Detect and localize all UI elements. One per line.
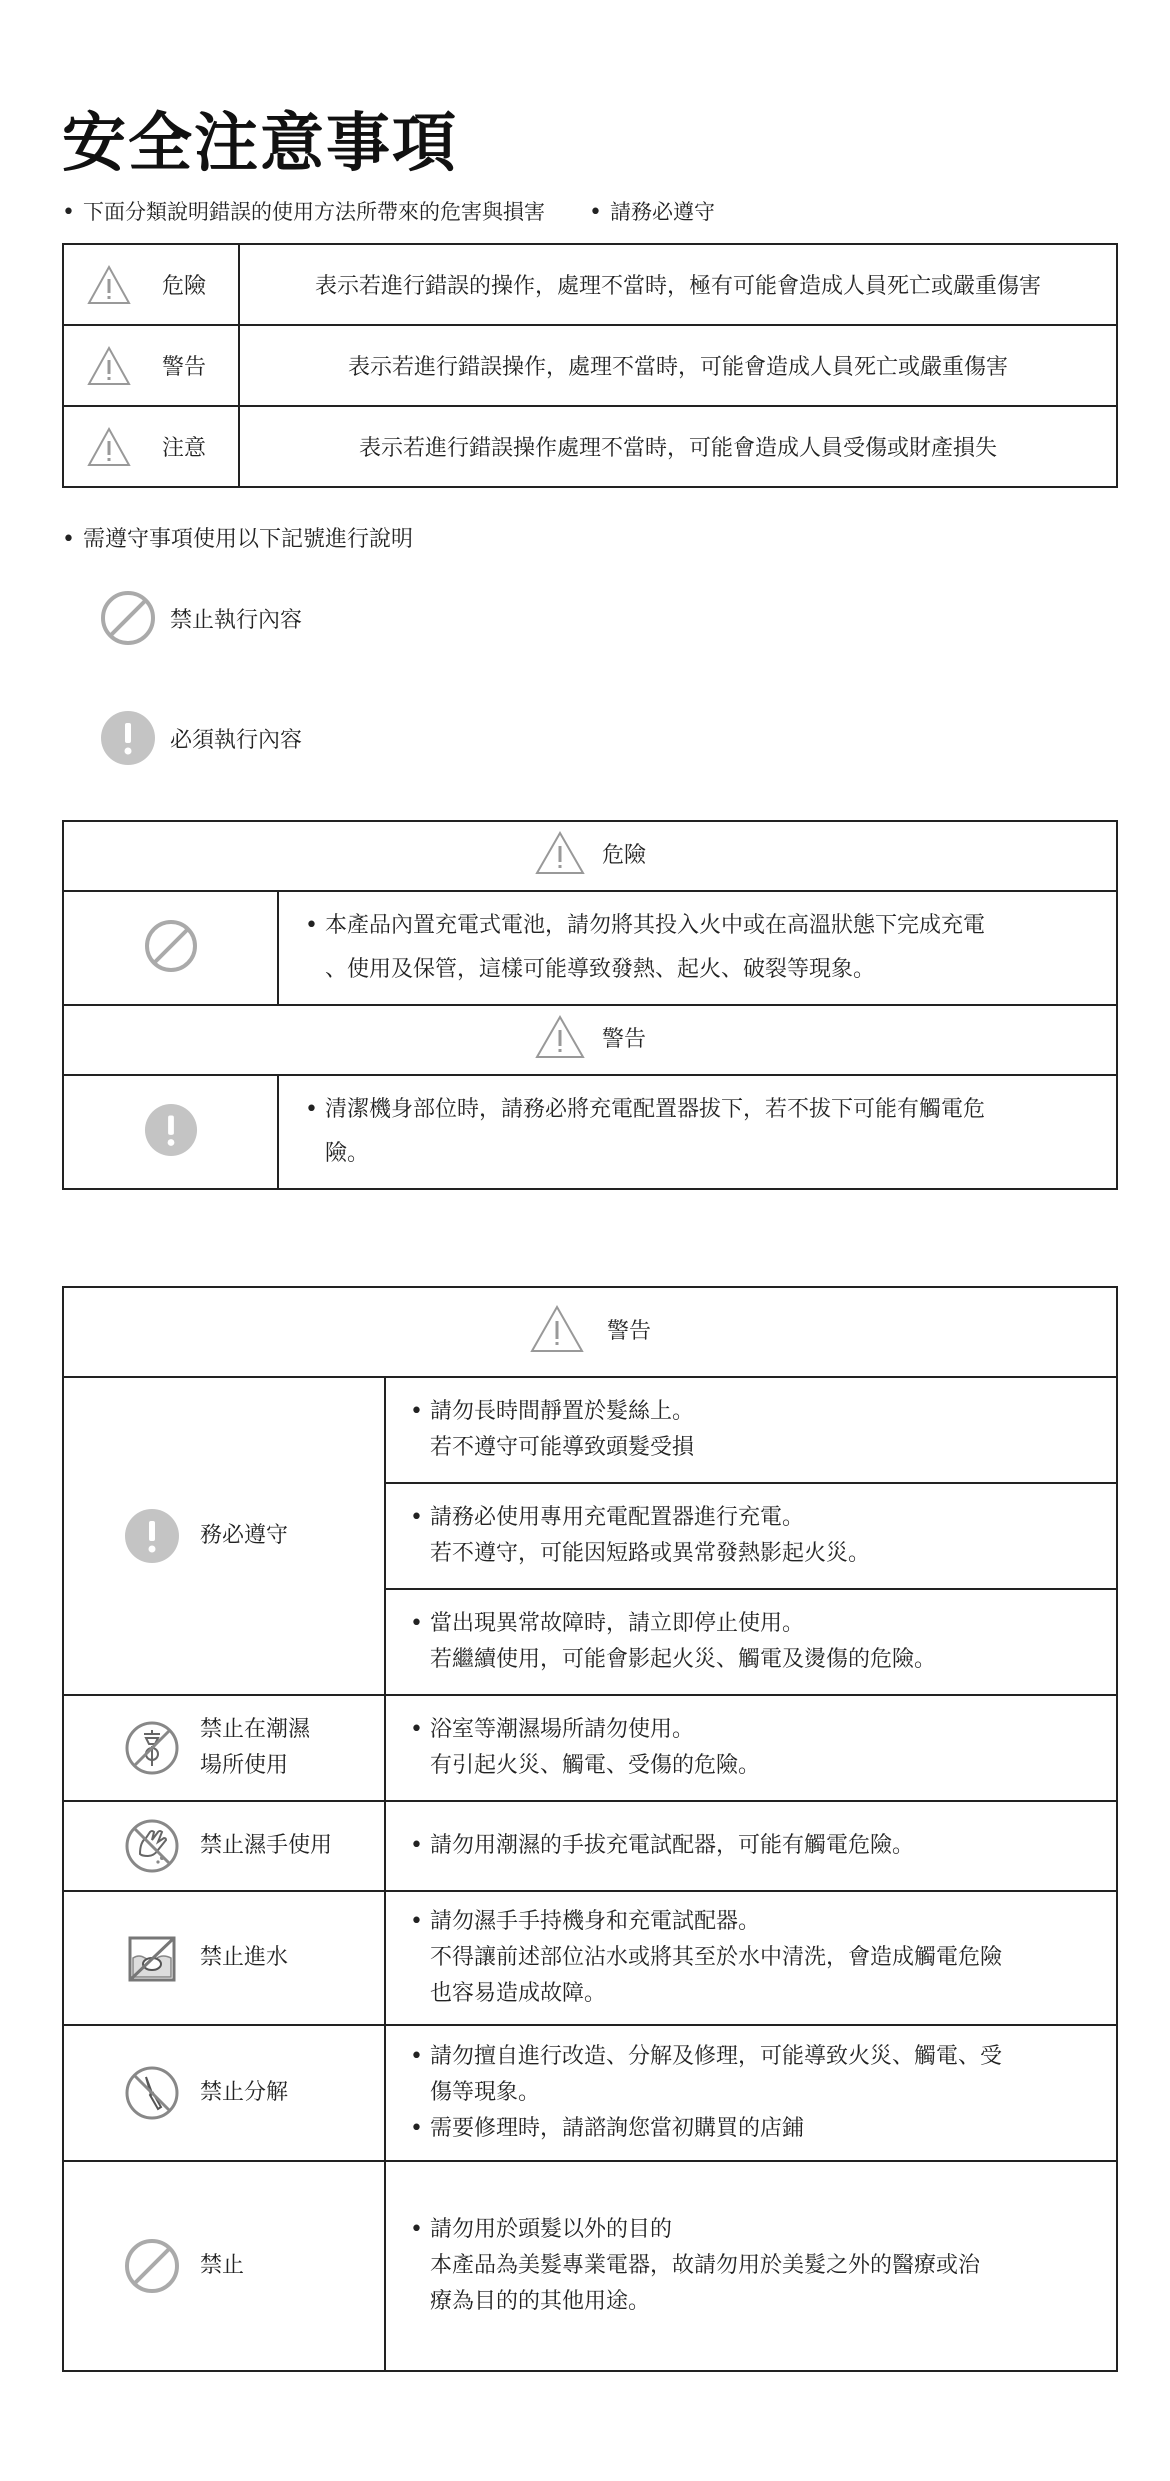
no-disassemble-label: 禁止分解 (200, 2080, 289, 2105)
warning-text-cont: 險。 (325, 1141, 370, 1166)
bullet: • (410, 1505, 423, 1530)
symbols-heading-text: 需遵守事項使用以下記號進行說明 (82, 527, 413, 552)
prohibited-icon (124, 2238, 180, 2294)
must-row-1 (63, 1377, 1117, 1483)
warning-triangle-icon (86, 264, 132, 306)
bullet: • (305, 1097, 318, 1122)
no-disassemble-row (63, 2025, 1117, 2161)
danger-header-row (63, 821, 1117, 891)
wet-hand-text: 請勿用潮濕的手拔充電試配器，可能有觸電危險。 (430, 1833, 915, 1858)
legend-mandatory (100, 710, 302, 766)
no-water-subtext: 也容易造成故障。 (430, 1981, 607, 2006)
legend-mandatory-label: 必須執行內容 (170, 727, 303, 753)
warning-triangle-icon (534, 830, 586, 876)
warning-triangle-icon (529, 1304, 585, 1354)
no-disassemble-text: 請勿擅自進行改造、分解及修理，可能導致火災、觸電、受 (430, 2044, 1003, 2069)
danger-warning-table (62, 820, 1118, 1190)
must-item-text: 請務必使用專用充電配置器進行充電。 (430, 1505, 805, 1530)
hazard-level-table (62, 243, 1118, 488)
no-water-immersion-icon (124, 1930, 180, 1986)
bullet: • (410, 2044, 423, 2069)
prohibit-text: 請勿用於頭髮以外的目的 (430, 2217, 673, 2242)
bullet: • (410, 1833, 423, 1858)
must-item-subtext: 若不遵守，可能因短路或異常發熱影起火災。 (430, 1541, 871, 1566)
prohibit-subtext: 療為目的的其他用途。 (430, 2289, 651, 2314)
level-description: 表示若進行錯誤操作處理不當時，可能會造成人員受傷或財產損失 (239, 406, 1117, 487)
wet-place-subtext: 有引起火災、觸電、受傷的危險。 (430, 1753, 761, 1778)
bullet: • (410, 2217, 423, 2242)
level-description: 表示若進行錯誤的操作，處理不當時，極有可能會造成人員死亡或嚴重傷害 (239, 244, 1117, 325)
page-title: 安全注意事項 (62, 107, 458, 181)
must-item-subtext: 若不遵守可能導致頭髮受損 (430, 1435, 695, 1460)
legend-prohibit (100, 590, 302, 646)
danger-text: 本產品內置充電式電池，請勿將其投入火中或在高溫狀態下完成充電 (325, 913, 986, 938)
warning-label: 警告 (601, 1026, 646, 1052)
intro-note-2: 請務必遵守 (609, 200, 715, 224)
level-row-caution (63, 406, 1117, 487)
exclamation-circle-icon (100, 710, 156, 766)
no-disassemble-subtext: 傷等現象。 (430, 2080, 541, 2105)
no-water-label: 禁止進水 (200, 1945, 289, 1970)
prohibited-icon (100, 590, 156, 646)
level-label: 注意 (162, 436, 207, 461)
prohibit-label: 禁止 (200, 2253, 245, 2278)
bullet: • (410, 1717, 423, 1742)
must-label: 務必遵守 (200, 1523, 289, 1548)
wet-hand-row (63, 1801, 1117, 1891)
danger-label: 危險 (601, 842, 646, 868)
bullet: • (410, 2116, 423, 2141)
prohibited-icon (144, 919, 198, 973)
intro-note-1: 下面分類說明錯誤的使用方法所帶來的危害與損害 (82, 200, 545, 224)
wet-place-label-1: 禁止在潮濕 (200, 1717, 311, 1742)
wet-place-label-2: 場所使用 (200, 1753, 289, 1778)
danger-text-cont: 、使用及保管，這樣可能導致發熱、起火、破裂等現象。 (325, 957, 876, 982)
level-row-danger (63, 244, 1117, 325)
level-row-warning (63, 325, 1117, 406)
level-description: 表示若進行錯誤操作，處理不當時，可能會造成人員死亡或嚴重傷害 (239, 325, 1117, 406)
wet-hand-label: 禁止濕手使用 (200, 1833, 333, 1858)
no-disassembly-icon (124, 2065, 180, 2121)
prohibit-subtext: 本產品為美髮專業電器，故請勿用於美髮之外的醫療或治 (430, 2253, 981, 2278)
no-disassemble-text-2: 需要修理時，請諮詢您當初購買的店鋪 (430, 2116, 805, 2141)
bullet: • (410, 1399, 423, 1424)
wet-place-row (63, 1695, 1117, 1801)
no-water-subtext: 不得讓前述部位沾水或將其至於水中清洗，會造成觸電危險 (430, 1945, 1003, 1970)
bullet: • (410, 1611, 423, 1636)
level-label: 危險 (162, 274, 207, 299)
must-item-text: 當出現異常故障時，請立即停止使用。 (430, 1611, 805, 1636)
warning-detail-table (62, 1286, 1118, 2372)
bullet: • (62, 527, 75, 552)
exclamation-circle-icon (124, 1508, 180, 1564)
must-item-text: 請勿長時間靜置於髮絲上。 (430, 1399, 695, 1424)
warning-triangle-icon (86, 345, 132, 387)
warning-header-row (63, 1287, 1117, 1377)
danger-content-row (63, 891, 1117, 1005)
prohibit-row (63, 2161, 1117, 2371)
no-water-row (63, 1891, 1117, 2025)
bullet: • (588, 200, 602, 225)
bullet: • (410, 1909, 423, 1934)
must-item-subtext: 若繼續使用，可能會影起火災、觸電及燙傷的危險。 (430, 1647, 937, 1672)
warning-triangle-icon (534, 1014, 586, 1060)
no-wet-hands-icon (124, 1818, 180, 1874)
warning-triangle-icon (86, 426, 132, 468)
warning-text: 清潔機身部位時，請務必將充電配置器拔下，若不拔下可能有觸電危 (325, 1097, 986, 1122)
level-label: 警告 (162, 355, 207, 380)
wet-place-text: 浴室等潮濕場所請勿使用。 (430, 1717, 695, 1742)
warning-content-row (63, 1075, 1117, 1189)
bullet: • (305, 913, 318, 938)
legend-prohibit-label: 禁止執行內容 (170, 607, 303, 633)
intro-notes (62, 196, 715, 226)
bullet: • (62, 200, 75, 225)
no-shower-icon (124, 1720, 180, 1776)
symbols-heading (62, 522, 413, 553)
table3-header-label: 警告 (606, 1318, 651, 1344)
no-water-text: 請勿濕手手持機身和充電試配器。 (430, 1909, 761, 1934)
exclamation-circle-icon (144, 1103, 198, 1157)
warning-header-row (63, 1005, 1117, 1075)
